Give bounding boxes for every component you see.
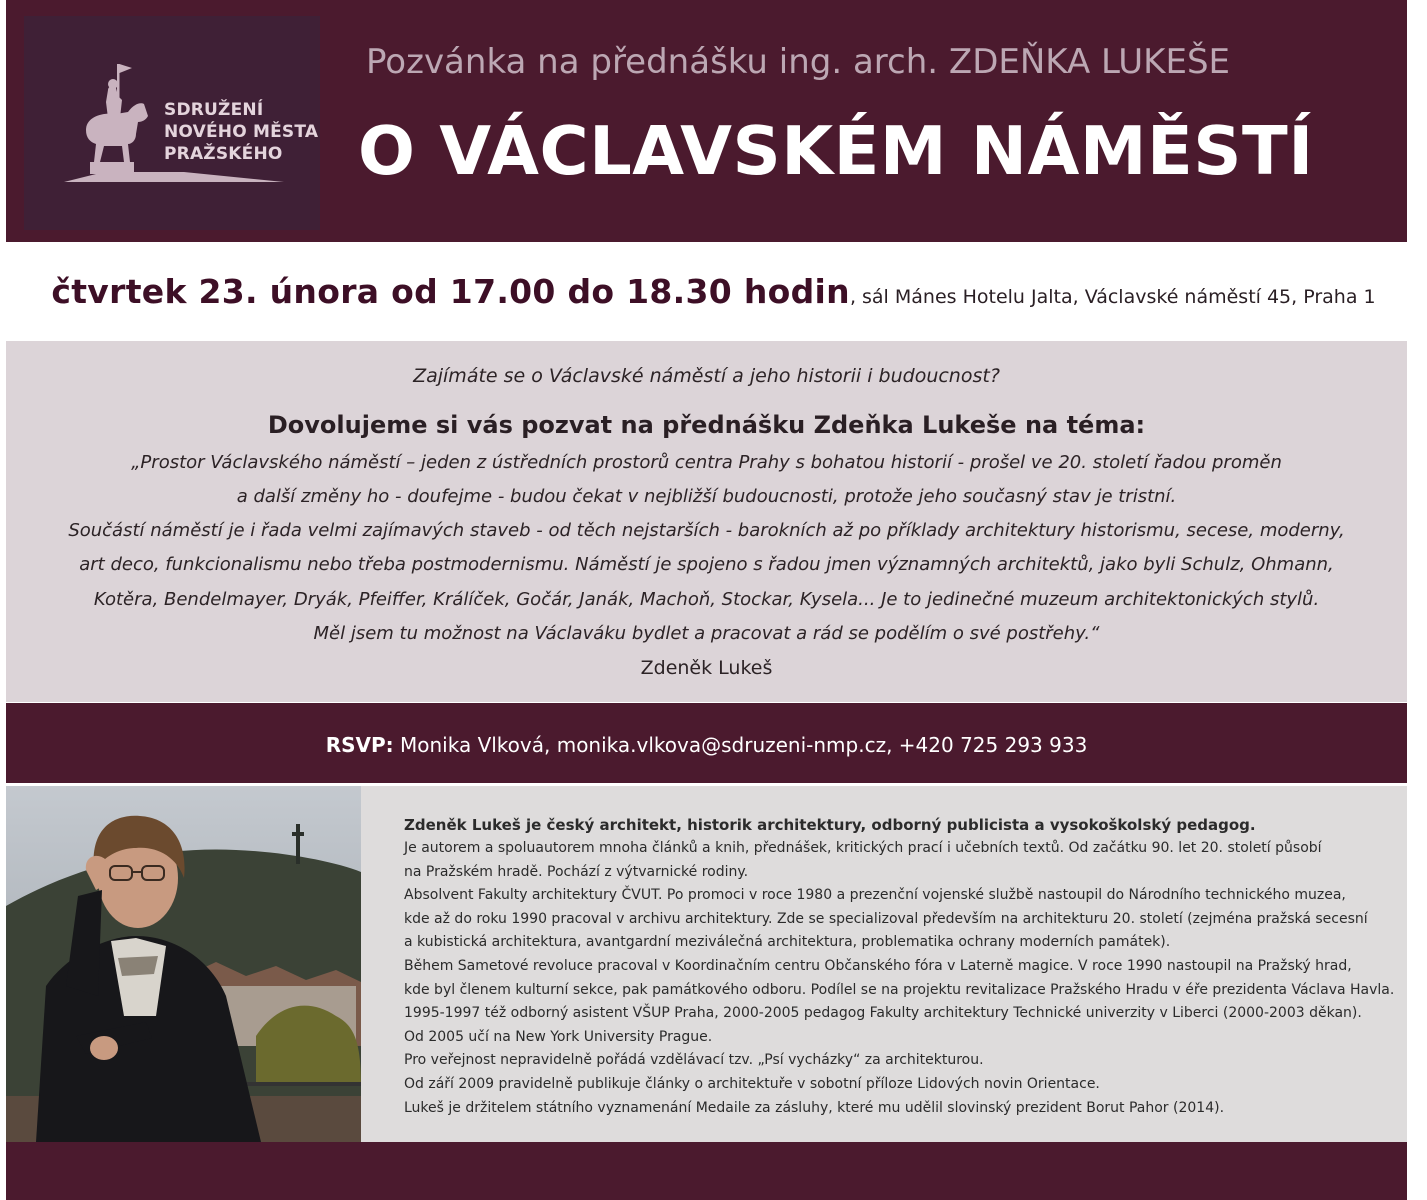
event-venue: , sál Mánes Hotelu Jalta, Václavské náměstí 45, Praha 1 <box>849 286 1376 308</box>
quote-line: Měl jsem tu možnost na Václaváku bydlet a pracovat a rád se podělím o své postřehy.“ <box>313 623 1100 644</box>
logo-text-line-1: SDRUŽENÍ <box>164 100 264 120</box>
speaker-photo <box>6 786 361 1142</box>
bio-line: a kubistická architektura, avantgardní meziválečná architektura, problematika ochrany moderních památek). <box>404 934 1171 951</box>
bio-line: kde byl členem kulturní sekce, pak památkového odboru. Podílel se na projektu revitalizace Pražského Hradu v éře prezidenta Václava Havla. <box>404 981 1395 998</box>
logo-text-line-2: NOVÉHO MĚSTA <box>164 122 319 142</box>
bio-line: kde až do roku 1990 pracoval v archivu architektury. Zde se specializoval především na architekturu 20. století (zejména pražská secesní <box>404 910 1368 927</box>
quote-line: Součástí náměstí je i řada velmi zajímavých staveb - od těch nejstarších - barokních až po příklady architektury historismu, secese, moderny, <box>68 520 1345 541</box>
intro-heading: Dovolujeme si vás pozvat na přednášku Zdeňka Lukeše na téma: <box>267 411 1146 439</box>
quote-line: „Prostor Václavského náměstí – jeden z ústředních prostorů centra Prahy s bohatou historií - prošel ve 20. století řadou proměn <box>131 452 1282 473</box>
bio-line: Je autorem a spoluautorem mnoha článků a knih, přednášek, kritických prací i učebních textů. Od začátku 90. let 20. století působí <box>404 840 1322 856</box>
quote-line: a další změny ho - doufejme - budou čekat v nejbližší budoucnosti, protože jeho současný stav je tristní. <box>236 486 1177 507</box>
bio-line: Během Sametové revoluce pracoval v Koordinačním centru Občanského fóra v Laterně magice. V roce 1990 nastoupil na Pražský hrad, <box>404 957 1352 974</box>
rsvp-bar <box>6 703 1407 783</box>
event-dateline <box>0 272 1427 311</box>
intro-question: Zajímáte se o Václavské náměstí a jeho historii i budoucnost? <box>413 365 1000 387</box>
rsvp-contact[interactable]: Monika Vlková, monika.vlkova@sdruzeni-nmp.cz, +420 725 293 933 <box>393 733 1088 757</box>
organization-logo <box>24 16 320 230</box>
quote-line: art deco, funkcionalismu nebo třeba postmodernismu. Náměstí je spojeno s řadou jmen významných architektů, jako byli Schulz, Ohmann, <box>79 554 1334 575</box>
quote-line: Kotěra, Bendelmayer, Dryák, Pfeiffer, Králíček, Gočár, Janák, Machoň, Stockar, Kysela... Je to jedinečné muzeum architektonických stylů. <box>93 589 1320 610</box>
lecture-intro-section <box>6 341 1407 702</box>
bio-line: Od září 2009 pravidelně publikuje články o architektuře v sobotní příloze Lidových novin Orientace. <box>404 1075 1100 1092</box>
bio-line: Absolvent Fakulty architektury ČVUT. Po promoci v roce 1980 a prezenční vojenské službě nastoupil do Národního technického muzea, <box>404 887 1346 904</box>
rsvp-label: RSVP: <box>325 733 394 757</box>
quote-signature: Zdeněk Lukeš <box>640 657 773 679</box>
rsvp-line <box>6 733 1407 757</box>
bio-line: 1995-1997 též odborný asistent VŠUP Praha, 2000-2005 pedagog Fakulty architektury Technické univerzity v Liberci (2000-2003 děkan). <box>404 1005 1362 1022</box>
bio-line: Od 2005 učí na New York University Prague. <box>404 1028 713 1045</box>
invitation-subtitle: Pozvánka na přednášku ing. arch. ZDEŇKA LUKEŠE <box>366 42 1231 82</box>
logo-text-line-3: PRAŽSKÉHO <box>164 144 283 164</box>
bio-line: na Pražském hradě. Pochází z výtvarnické rodiny. <box>404 863 749 880</box>
event-date-time: čtvrtek 23. února od 17.00 do 18.30 hodin <box>51 272 850 311</box>
bio-line: Pro veřejnost nepravidelně pořádá vzdělávací tzv. „Psí vycházky“ za architekturou. <box>404 1052 984 1069</box>
page-title: O VÁCLAVSKÉM NÁMĚSTÍ <box>358 112 1314 190</box>
speaker-bio-section <box>6 786 1407 1142</box>
footer-bar <box>6 1142 1407 1200</box>
bio-heading: Zdeněk Lukeš je český architekt, historik architektury, odborný publicista a vysokoškolský pedagog. <box>404 816 1256 834</box>
header-banner <box>6 0 1407 242</box>
bio-text <box>404 816 1394 1120</box>
bio-line: Lukeš je držitelem státního vyznamenání Medaile za zásluhy, které mu udělil slovinský prezident Borut Pahor (2014). <box>404 1099 1225 1116</box>
